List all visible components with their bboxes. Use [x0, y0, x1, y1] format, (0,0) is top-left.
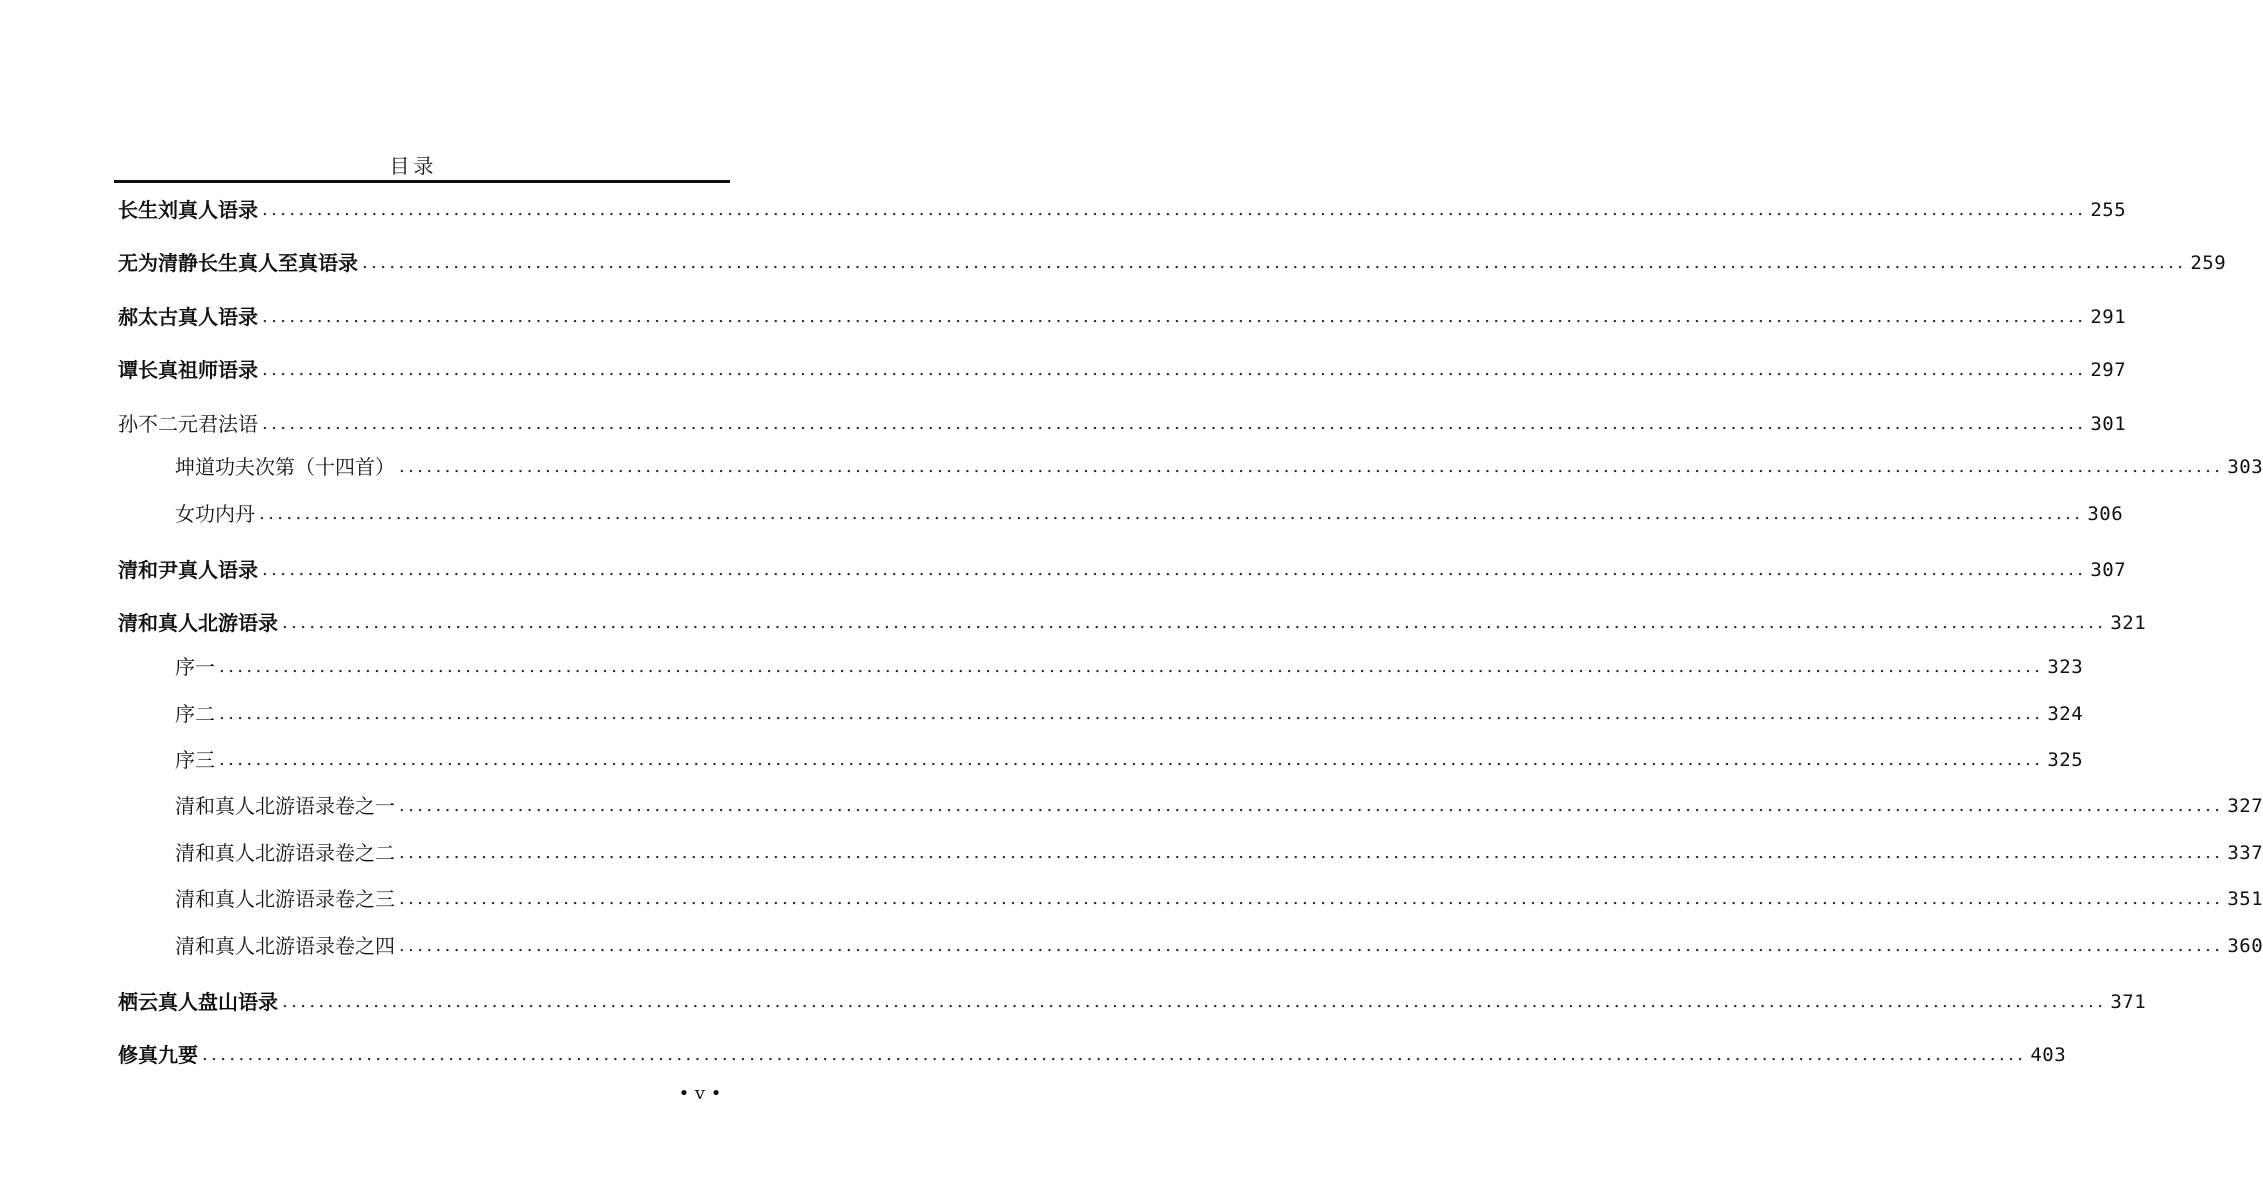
toc-page-number: 259 — [2190, 252, 2227, 274]
toc-page-number: 303 — [2227, 456, 2263, 478]
toc-page-number: 297 — [2090, 359, 2127, 381]
toc-subentry[interactable] — [175, 744, 2084, 774]
toc-subentry[interactable] — [175, 498, 2124, 528]
toc-leader-dots: ........................................................................................................................................................................................................ — [202, 1044, 2027, 1065]
toc-page-number: 325 — [2047, 749, 2084, 771]
toc-subentry[interactable] — [175, 837, 2263, 867]
toc-page-number: 403 — [2030, 1044, 2067, 1066]
toc-entry[interactable] — [118, 301, 2127, 331]
toc-subentry[interactable] — [175, 790, 2263, 820]
toc-subentry[interactable] — [175, 883, 2263, 913]
toc-leader-dots: ........................................................................................................................................................................................................ — [219, 703, 2044, 724]
toc-entry-title: 女功内丹 — [175, 502, 255, 526]
toc-subentry[interactable] — [175, 451, 2263, 481]
toc-page-number: 371 — [2110, 991, 2147, 1013]
toc-entry[interactable] — [118, 554, 2127, 584]
toc-entry[interactable] — [118, 354, 2127, 384]
toc-entry-title: 坤道功夫次第（十四首） — [175, 455, 395, 479]
toc-page-number: 337 — [2227, 842, 2263, 864]
toc-page-number: 321 — [2110, 612, 2147, 634]
page-folio: • v • — [678, 1083, 722, 1104]
toc-entry[interactable] — [118, 247, 2227, 277]
toc-leader-dots: ........................................................................................................................................................................................................ — [362, 252, 2187, 273]
toc-entry-title: 清和真人北游语录卷之二 — [175, 841, 395, 865]
title-rule — [114, 180, 730, 183]
toc-entry[interactable] — [118, 408, 2127, 438]
toc-entry-title: 清和真人北游语录卷之四 — [175, 934, 395, 958]
toc-leader-dots: ........................................................................................................................................................................................................ — [219, 749, 2044, 770]
toc-entry[interactable] — [118, 194, 2127, 224]
toc-entry-title: 序三 — [175, 748, 215, 772]
toc-page-number: 307 — [2090, 559, 2127, 581]
toc-entry[interactable] — [118, 986, 2147, 1016]
page-title: 目录 — [389, 154, 438, 178]
toc-leader-dots: ........................................................................................................................................................................................................ — [262, 359, 2087, 380]
toc-leader-dots: ........................................................................................................................................................................................................ — [399, 935, 2224, 956]
toc-page-number: 351 — [2227, 888, 2263, 910]
toc-leader-dots: ........................................................................................................................................................................................................ — [262, 199, 2087, 220]
toc-leader-dots: ........................................................................................................................................................................................................ — [262, 413, 2087, 434]
toc-leader-dots: ........................................................................................................................................................................................................ — [282, 991, 2107, 1012]
toc-leader-dots: ........................................................................................................................................................................................................ — [399, 842, 2224, 863]
toc-leader-dots: ........................................................................................................................................................................................................ — [262, 306, 2087, 327]
toc-page-number: 291 — [2090, 306, 2127, 328]
toc-leader-dots: ........................................................................................................................................................................................................ — [219, 656, 2044, 677]
toc-page-number: 306 — [2087, 503, 2124, 525]
toc-entry-title: 修真九要 — [118, 1043, 198, 1067]
toc-page-number: 323 — [2047, 656, 2084, 678]
toc-subentry[interactable] — [175, 698, 2084, 728]
toc-page-number: 255 — [2090, 199, 2127, 221]
toc-entry-title: 郝太古真人语录 — [118, 305, 258, 329]
toc-page-number: 324 — [2047, 703, 2084, 725]
toc-leader-dots: ........................................................................................................................................................................................................ — [399, 456, 2224, 477]
toc-page-number: 301 — [2090, 413, 2127, 435]
toc-entry-title: 清和真人北游语录 — [118, 611, 278, 635]
toc-subentry[interactable] — [175, 930, 2263, 960]
toc-entry-title: 长生刘真人语录 — [118, 198, 258, 222]
toc-leader-dots: ........................................................................................................................................................................................................ — [259, 503, 2084, 524]
toc-entry[interactable] — [118, 607, 2147, 637]
toc-entry-title: 孙不二元君法语 — [118, 412, 258, 436]
toc-page-number: 360 — [2227, 935, 2263, 957]
toc-leader-dots: ........................................................................................................................................................................................................ — [282, 612, 2107, 633]
toc-entry[interactable] — [118, 1039, 2067, 1069]
toc-entry-title: 序二 — [175, 702, 215, 726]
toc-leader-dots: ........................................................................................................................................................................................................ — [399, 795, 2224, 816]
toc-entry-title: 序一 — [175, 655, 215, 679]
toc-leader-dots: ........................................................................................................................................................................................................ — [399, 888, 2224, 909]
toc-entry-title: 栖云真人盘山语录 — [118, 990, 278, 1014]
toc-entry-title: 清和真人北游语录卷之三 — [175, 887, 395, 911]
toc-entry-title: 清和尹真人语录 — [118, 558, 258, 582]
toc-entry-title: 谭长真祖师语录 — [118, 358, 258, 382]
toc-subentry[interactable] — [175, 651, 2084, 681]
toc-entry-title: 清和真人北游语录卷之一 — [175, 794, 395, 818]
toc-entry-title: 无为清静长生真人至真语录 — [118, 251, 358, 275]
toc-leader-dots: ........................................................................................................................................................................................................ — [262, 559, 2087, 580]
toc-page-number: 327 — [2227, 795, 2263, 817]
